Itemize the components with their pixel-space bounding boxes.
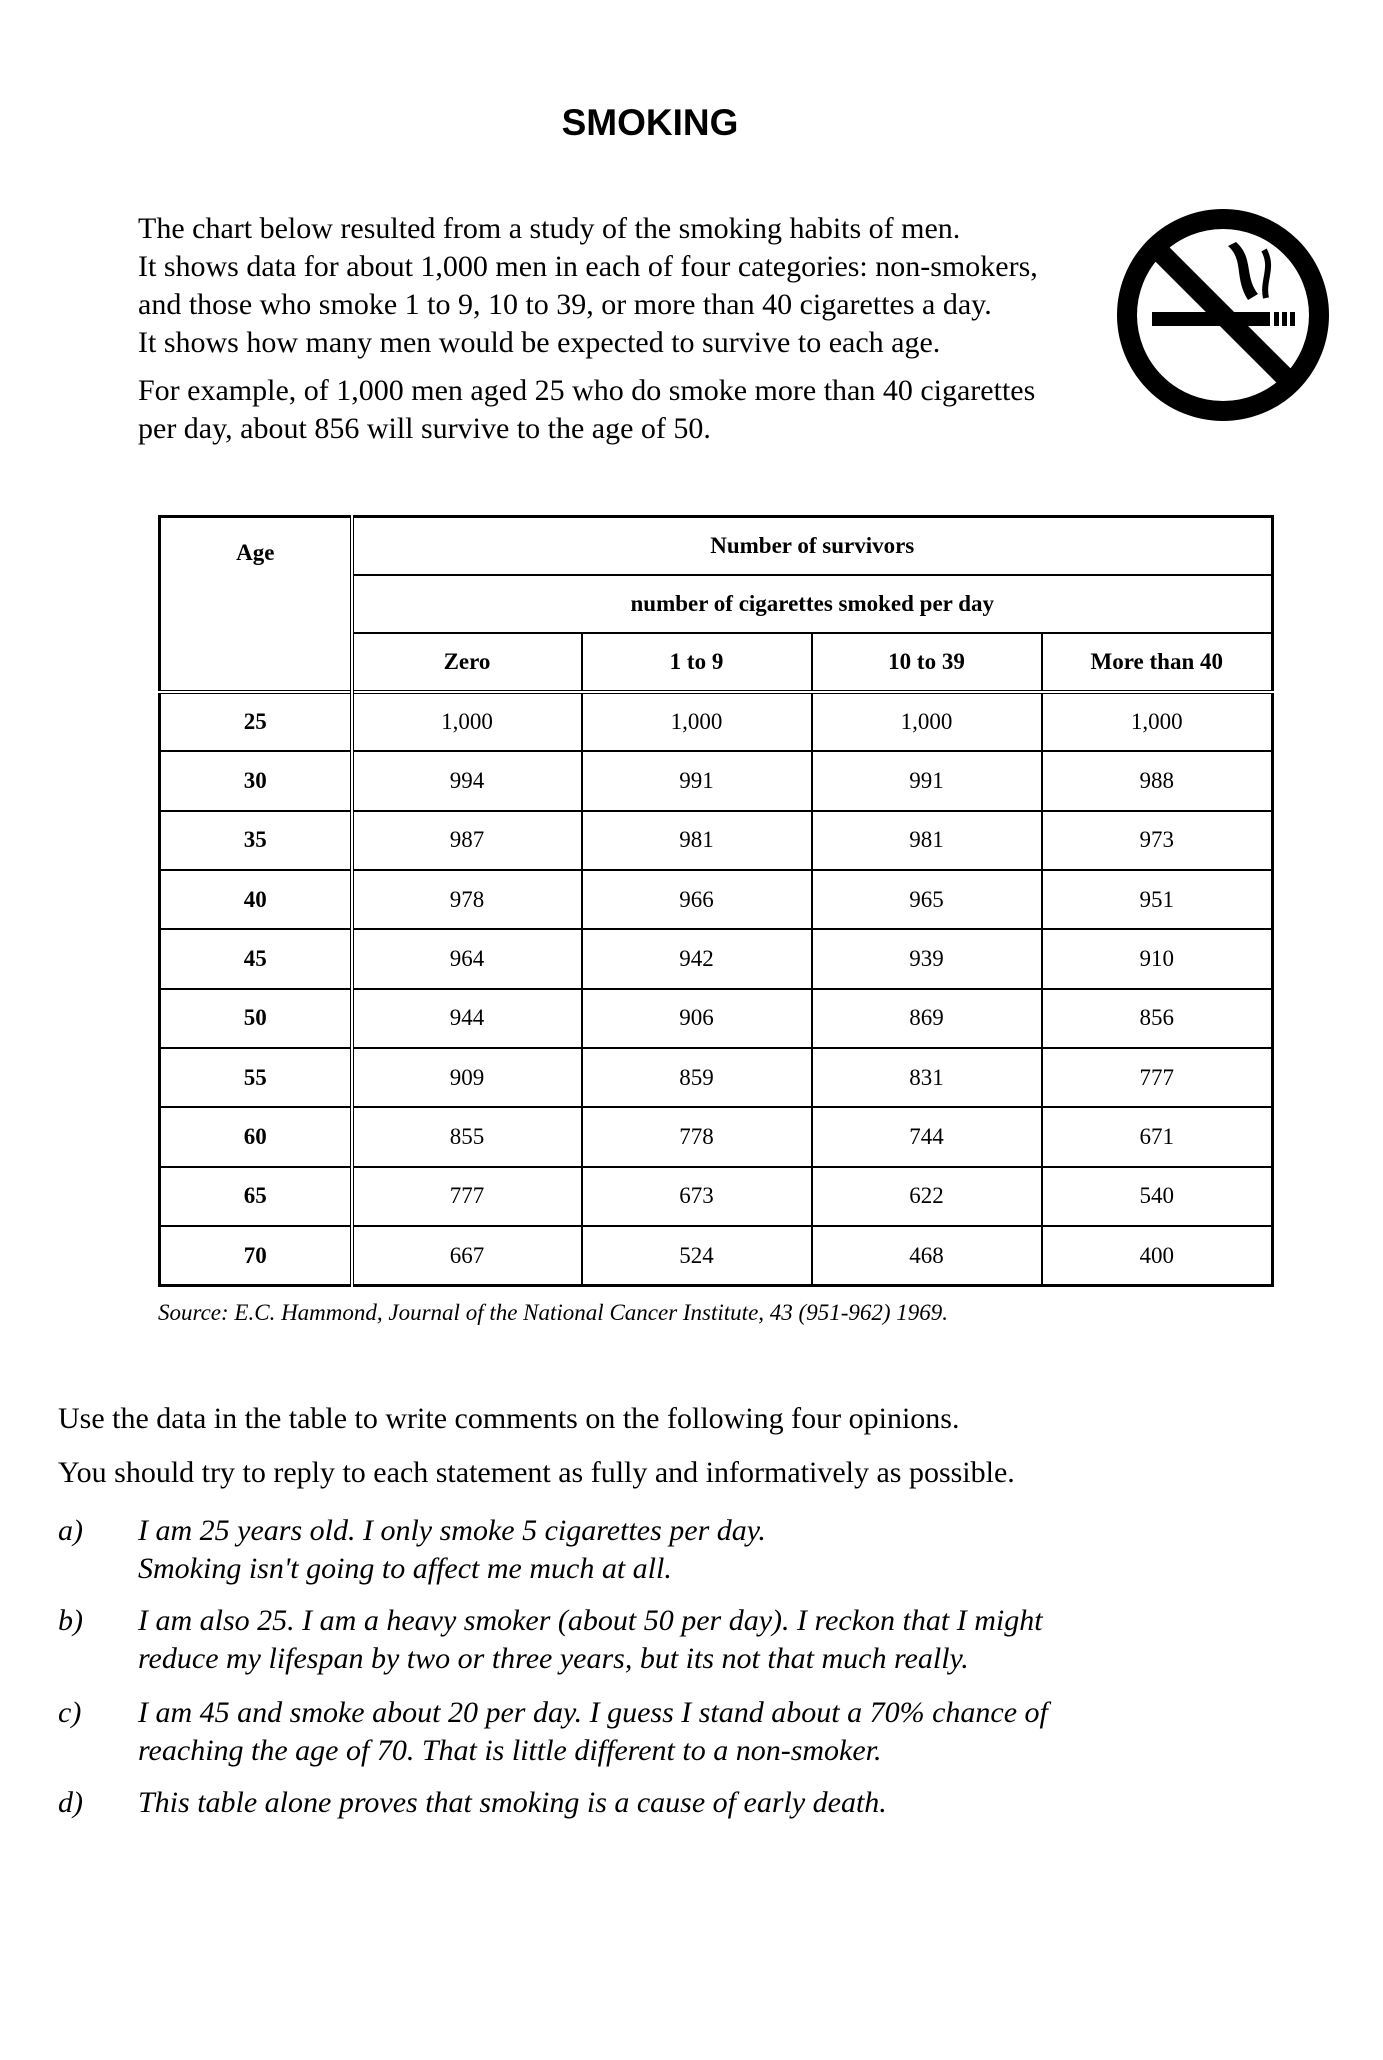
table-row	[160, 929, 1273, 988]
question-label: b)	[58, 1604, 83, 1637]
table-cell: 981	[812, 811, 1042, 870]
table-cell: 1,000	[812, 692, 1042, 751]
table-cell: 777	[1042, 1048, 1273, 1107]
table-row	[160, 1048, 1273, 1107]
table-cell: 859	[582, 1048, 812, 1107]
page-title: SMOKING	[561, 102, 739, 143]
age-cell: 30	[160, 751, 352, 810]
question-text-line-1: I am 45 and smoke about 20 per day. I guess I stand about a 70% chance of	[138, 1696, 1048, 1729]
column-header-more-than-40: More than 40	[1042, 633, 1273, 692]
table-cell: 987	[352, 811, 582, 870]
table-cell: 855	[352, 1107, 582, 1166]
question-label: a)	[58, 1514, 83, 1547]
table-cell: 973	[1042, 811, 1273, 870]
question-label: d)	[58, 1786, 83, 1819]
question-label: c)	[58, 1696, 82, 1729]
question-text-line-1: I am also 25. I am a heavy smoker (about 50 per day). I reckon that I might	[138, 1604, 1043, 1637]
intro-line-1: The chart below resulted from a study of the smoking habits of men.	[138, 212, 961, 245]
table-cell: 965	[812, 870, 1042, 929]
table-cell: 1,000	[352, 692, 582, 751]
table-cell: 966	[582, 870, 812, 929]
instructions-line-1: Use the data in the table to write comments on the following four opinions.	[58, 1402, 960, 1435]
table-cell: 909	[352, 1048, 582, 1107]
table-cell: 906	[582, 989, 812, 1048]
table-row	[160, 870, 1273, 929]
table-cell: 468	[812, 1226, 1042, 1285]
no-smoking-icon	[1116, 208, 1330, 422]
age-cell: 45	[160, 929, 352, 988]
age-cell: 25	[160, 692, 352, 751]
table-cell: 671	[1042, 1107, 1273, 1166]
table-row	[160, 1226, 1273, 1285]
intro-line-3: It shows how many men would be expected to survive to each age.	[138, 326, 941, 359]
age-column-header: Age	[160, 517, 352, 693]
table-row	[160, 1167, 1273, 1226]
table-cell: 856	[1042, 989, 1273, 1048]
column-header-1-to-9: 1 to 9	[582, 633, 812, 692]
table-cell: 540	[1042, 1167, 1273, 1226]
intro-line-2: It shows data for about 1,000 men in each of four categories: non-smokers, and those who smoke 1 to 9, 10 to 39, or more than 40 cigarettes a day.	[138, 250, 1038, 321]
age-cell: 70	[160, 1226, 352, 1285]
table-cell: 400	[1042, 1226, 1273, 1285]
age-cell: 65	[160, 1167, 352, 1226]
instructions-line-2: You should try to reply to each statement as fully and informatively as possible.	[58, 1456, 1015, 1489]
table-row	[160, 1107, 1273, 1166]
table-cell: 944	[352, 989, 582, 1048]
age-cell: 35	[160, 811, 352, 870]
age-cell: 60	[160, 1107, 352, 1166]
table-row	[160, 811, 1273, 870]
table-row	[160, 989, 1273, 1048]
table-cell: 991	[582, 751, 812, 810]
table-cell: 673	[582, 1167, 812, 1226]
instructions	[58, 1400, 1308, 1508]
table-row	[160, 751, 1273, 810]
question-text-line-1: I am 25 years old. I only smoke 5 cigarettes per day.	[138, 1514, 766, 1547]
table-cell: 994	[352, 751, 582, 810]
cigarettes-subheader: number of cigarettes smoked per day	[352, 575, 1273, 633]
table-cell: 524	[582, 1226, 812, 1285]
survivors-group-header: Number of survivors	[352, 517, 1273, 576]
table-cell: 1,000	[1042, 692, 1273, 751]
intro-text	[138, 210, 1078, 448]
question-text-line-2: reduce my lifespan by two or three years, but its not that much really.	[138, 1642, 969, 1675]
question-text-line-1: This table alone proves that smoking is a cause of early death.	[138, 1786, 887, 1819]
question-text-line-2: reaching the age of 70. That is little different to a non-smoker.	[138, 1734, 882, 1767]
table-cell: 939	[812, 929, 1042, 988]
table-cell: 951	[1042, 870, 1273, 929]
table-cell: 1,000	[582, 692, 812, 751]
table-cell: 744	[812, 1107, 1042, 1166]
table-cell: 981	[582, 811, 812, 870]
age-cell: 40	[160, 870, 352, 929]
table-row	[160, 692, 1273, 751]
table-cell: 978	[352, 870, 582, 929]
table-cell: 964	[352, 929, 582, 988]
source-citation: Source: E.C. Hammond, Journal of the National Cancer Institute, 43 (951-962) 1969.	[158, 1300, 949, 1325]
question-text-line-2: Smoking isn't going to affect me much at all.	[138, 1552, 672, 1585]
table-cell: 831	[812, 1048, 1042, 1107]
table-cell: 667	[352, 1226, 582, 1285]
age-cell: 55	[160, 1048, 352, 1107]
table-cell: 942	[582, 929, 812, 988]
column-header-10-to-39: 10 to 39	[812, 633, 1042, 692]
table-cell: 988	[1042, 751, 1273, 810]
table-cell: 778	[582, 1107, 812, 1166]
table-cell: 777	[352, 1167, 582, 1226]
age-cell: 50	[160, 989, 352, 1048]
table-cell: 869	[812, 989, 1042, 1048]
table-cell: 910	[1042, 929, 1273, 988]
table-cell: 991	[812, 751, 1042, 810]
table-cell: 622	[812, 1167, 1042, 1226]
column-header-zero: Zero	[352, 633, 582, 692]
survivors-table	[158, 515, 1274, 1287]
intro-example: For example, of 1,000 men aged 25 who do smoke more than 40 cigarettes per day, about 856 will survive to the age of 50.	[138, 374, 1036, 445]
